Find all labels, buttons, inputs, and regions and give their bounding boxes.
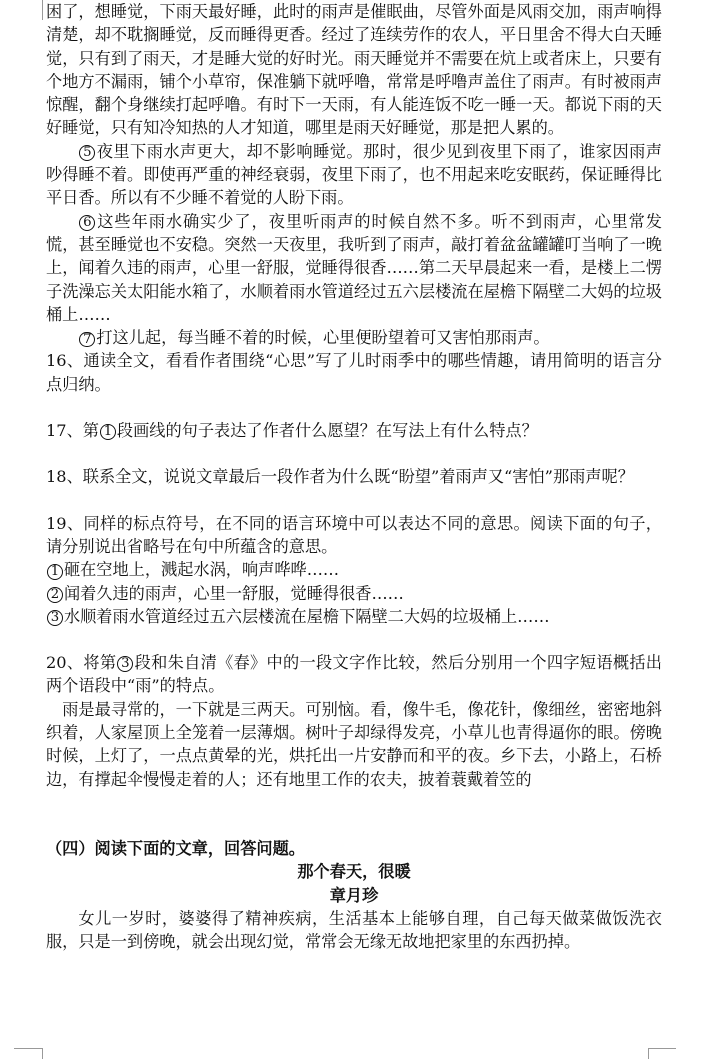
paragraph-5	[46, 140, 662, 210]
item-number-2: 2	[47, 587, 63, 603]
paragraph-number-6: 6	[79, 215, 95, 231]
question-18: 18、联系全文，说说文章最后一段作者为什么既“盼望”着雨声又“害怕”那雨声呢？	[46, 467, 634, 487]
question-19-item-1	[46, 558, 662, 581]
corner-mark-bottom-left	[14, 1048, 42, 1049]
paragraph-number-7: 7	[79, 332, 95, 348]
item-number-1: 1	[47, 564, 63, 580]
question-19-item-2-text: 闻着久违的雨声，心里一舒服，觉睡得很香……	[63, 583, 404, 603]
answer-space	[46, 442, 662, 465]
document-page	[46, 0, 662, 953]
paragraph-6-text: 这些年雨水确实少了，夜里听雨声的时候自然不多。听不到雨声，心里常发慌，甚至睡觉也不安稳。突然一天夜里，我听到了雨声，敲打着盆盆罐罐叮当响了一晚上，闻着久违的雨声，心里一舒服，觉睡得很香……第二天早晨起来一看，是楼上二愣子洗澡忘关太阳能水箱了，水顺着雨水管道经过五六层楼流在屋檐下隔壁二大妈的垃圾桶上……	[46, 211, 662, 324]
article-title: 那个春天，很暖	[297, 862, 411, 882]
question-19-item-3	[46, 605, 662, 628]
paragraph-4-continued: 困了，想睡觉，下雨天最好睡，此时的雨声是催眠曲，尽管外面是风雨交加，雨声响得清楚，却不耽搁睡觉，反而睡得更香。经过了连续劳作的农人，平日里舍不得大白天睡觉，只有到了雨天，才是睡大觉的好时光。雨天睡觉并不需要在炕上或者床上，只要有个地方不漏雨，铺个小草帘，保准躺下就呼噜，常常是呼噜声盖住了雨声。有时被雨声惊醒，翻个身继续打起呼噜。有时下一天雨，有人能连饭不吃一睡一天。都说下雨的天好睡觉，只有知冷知热的人才知道，哪里是雨天好睡觉，那是把人累的。	[46, 2, 662, 138]
paragraph-7-text: 打这儿起，每当睡不着的时候，心里便盼望着可又害怕那雨声。	[96, 328, 550, 348]
question-20	[46, 651, 662, 698]
question-20-text: 段和朱自清《春》中的一段文字作比较，然后分别用一个四字短语概括出两个语段中“雨”的特点。	[46, 653, 662, 696]
question-17-prefix: 17、第	[46, 421, 99, 441]
article-author: 章月珍	[329, 885, 379, 905]
question-17-text: 段画线的句子表达了作者什么愿望？在写法上有什么特点？	[116, 421, 538, 441]
answer-space	[46, 489, 662, 512]
question-19: 19、同样的标点符号，在不同的语言环境中可以表达不同的意思。阅读下面的句子，请分别说出省略号在句中所蕴含的意思。	[46, 513, 662, 556]
item-number-3: 3	[47, 610, 63, 626]
question-20-prefix: 20、将第	[46, 653, 117, 673]
section-gap	[46, 791, 662, 837]
corner-mark-top-left	[42, 0, 43, 20]
corner-mark-bottom-left-vertical	[42, 1048, 43, 1059]
article-paragraph-1: 女儿一岁时，婆婆得了精神疾病，生活基本上能够自理，自己每天做菜做饭洗衣服，只是一到傍晚，就会出现幻觉，常常会无缘无故地把家里的东西扔掉。	[46, 908, 662, 952]
question-20-paragraph-ref: 3	[117, 656, 133, 672]
paragraph-7	[46, 326, 662, 349]
question-19-item-3-text: 水顺着雨水管道经过五六层楼流在屋檐下隔壁二大妈的垃圾桶上……	[63, 606, 550, 626]
question-16: 16、通读全文，看看作者围绕“心思”写了儿时雨季中的哪些情趣，请用简明的语言分点归纳。	[46, 351, 662, 394]
paragraph-6	[46, 210, 662, 326]
question-19-item-2	[46, 582, 662, 605]
paragraph-number-5: 5	[79, 145, 95, 161]
answer-space	[46, 396, 662, 419]
paragraph-5-text: 夜里下雨水声更大，却不影响睡觉。那时，很少见到夜里下雨了，谁家因雨声吵得睡不着。即使再严重的神经衰弱，夜里下雨了，也不用起来吃安眠药，保证睡得比平日香。所以有不少睡不着觉的人盼下雨。	[46, 141, 662, 208]
question-17-paragraph-ref: 1	[100, 424, 116, 440]
corner-mark-bottom-right	[648, 1048, 676, 1049]
question-17	[46, 419, 662, 442]
question-19-item-1-text: 砸在空地上，溅起水涡，响声哗哗……	[63, 560, 340, 580]
question-20-excerpt: 雨是最寻常的，一下就是三两天。可别恼。看，像牛毛，像花针，像细丝，密密地斜织着，人家屋顶上全笼着一层薄烟。树叶子却绿得发亮，小草儿也青得逼你的眼。傍晚时候，上灯了，一点点黄晕的光，烘托出一片安静而和平的夜。乡下去，小路上，石桥边，有撑起伞慢慢走着的人；还有地里工作的农夫，披着蓑戴着笠的	[46, 699, 662, 789]
answer-space	[46, 628, 662, 651]
corner-mark-bottom-right-vertical	[648, 1048, 649, 1059]
section-4-heading: （四）阅读下面的文章，回答问题。	[46, 838, 305, 858]
